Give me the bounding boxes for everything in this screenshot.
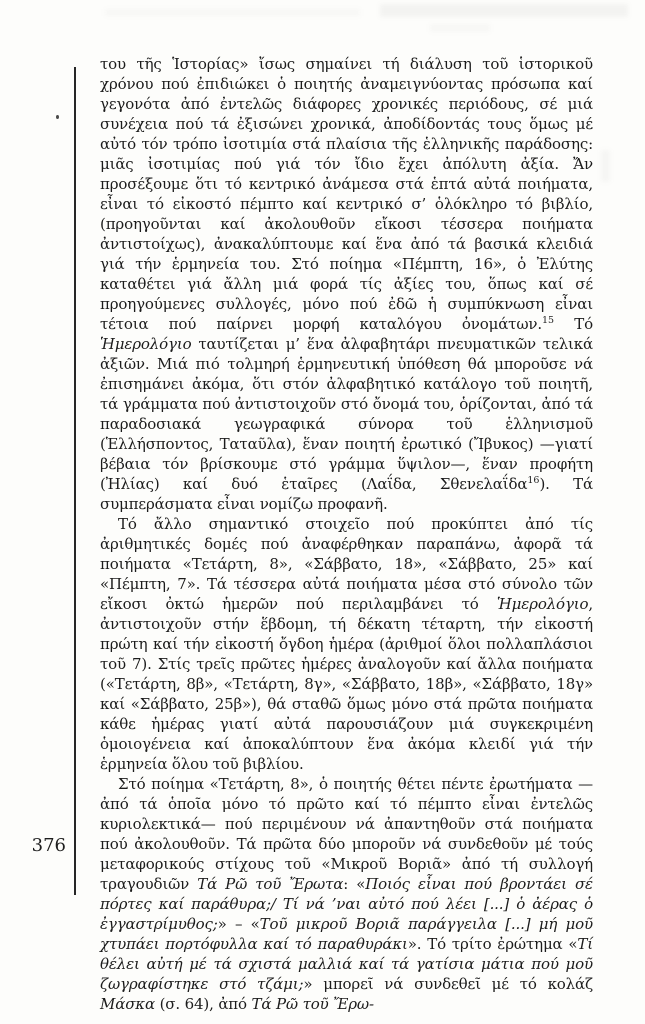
text-run: » – « — [217, 915, 260, 933]
text-run: : « — [343, 875, 366, 893]
footnote-reference: 16 — [527, 475, 540, 486]
italic-text-run: Τοῦ μικροῦ Βοριᾶ παράγγειλα [...] μή μοῦ χτυπάει πορτόφυλλα καί τό παραθυράκι — [100, 915, 593, 953]
italic-text-run: Ποιός εἶναι πού βροντάει σέ πόρτες καί παράθυρα;/ Τί νά ’ναι αὐτό πού λέει [...] ὁ ἀέρας ὁ ἐγγαστρίμυθος; — [100, 875, 593, 933]
paragraph — [100, 774, 593, 1014]
text-run: του τῆς Ἱστορίας» ἴσως σημαίνει τή διάλυση τοῦ ἱστορικοῦ χρόνου πού ἐπιδιώκει ὁ ποιητής ἀναμειγνύοντας πρόσωπα καί γεγονότα ἀπό ἐντελῶς διάφορες χρονικές περιόδους, σέ μιά συνέχεια πού τά ἐξισώνει χρονικά, ἀποδίδοντάς τους ὅμως μέ αὐτό τόν τρόπο ἰσοτιμία στά πλαίσια τῆς ἑλληνικῆς παράδοσης: μιᾶς ἰσοτιμίας πού γιά τόν ἴδιο ἔχει ἀπόλυτη ἀξία. Ἄν προσέξουμε ὅτι τό κεντρικό ἀνάμεσα στά ἑπτά αὐτά ποιήματα, εἶναι τό εἰκοστό πέμπτο καί κεντρικό σ’ ὁλόκληρο τό βιβλίο, (προηγοῦνται καί ἀκολουθοῦν εἴκοσι τέσσερα ποιήματα ἀντιστοίχως), ἀνακαλύπτουμε καί ἕνα ἀπό τά βασικά κλειδιά γιά τήν ἑρμηνεία του. Στό ποίημα «Πέμπτη, 16», ὁ Ἐλύτης καταθέτει γιά ἄλλη μιά φορά τίς ἀξίες του, ὅπως καί σέ προηγούμενες συλλογές, μόνο πού ἐδῶ ἡ συμπύκνωση εἶναι τέτοια πού παίρνει μορφή καταλόγου ὀνομάτων. — [100, 55, 593, 333]
text-run: , ἀντιστοιχοῦν στήν ἕβδομη, τή δέκατη τέταρτη, τήν εἰκοστή πρώτη καί τήν εἰκοστή ὄγδοη ἡμέρα (ἀριθμοί ὅλοι πολλαπλάσιοι τοῦ 7). Στίς τρεῖς πρῶτες ἡμέρες ἀναλογοῦν καί ἄλλα ποιήματα («Τετάρτη, 8β», «Τετάρτη, 8γ», «Σάββατο, 18β», «Σάββατο, 18γ» καί «Σάββατο, 25β»), θά σταθῶ ὅμως μόνο στά πρῶτα ποιήματα κάθε ἡμέρας γιατί αὐτά παρουσιάζουν μιά συγκεκριμένη ὁμοιογένεια καί ἀποκαλύπτουν ἕνα ἀκόμα κλειδί γιά τήν ἑρμηνεία ὅλου τοῦ βιβλίου. — [100, 595, 593, 773]
paragraph — [100, 514, 593, 774]
italic-text-run: Τά Ρῶ τοῦ Ἔρωτα — [197, 875, 344, 893]
italic-text-run: Ἡμερολόγιο — [100, 335, 192, 353]
text-block — [100, 54, 593, 1014]
italic-text-run: Μάσκα — [100, 995, 155, 1013]
italic-text-run: Τί θέλει αὐτή μέ τά σχιστά μαλλιά καί τά γατίσια μάτια πού μοῦ ζωγραφίστηκε στό τζάμι; — [100, 935, 593, 993]
scan-artifact — [380, 4, 628, 17]
text-run: Στό ποίημα «Τετάρτη, 8», ὁ ποιητής θέτει πέντε ἐρωτήματα — ἀπό τά ὁποῖα μόνο τό πρῶτο καί τό πέμπτο εἶναι ἐντελῶς κυριολεκτικά— πού περιμένουν νά ἀπαντηθοῦν στά ποιήματα πού ἀκολουθοῦν. Τά πρῶτα δύο μποροῦν νά συνδεθοῦν μέ τούς μεταφορικούς στίχους τοῦ «Μικροῦ Βοριᾶ» ἀπό τή συλλογή τραγουδιῶν — [100, 775, 593, 893]
italic-text-run: Τά Ρῶ τοῦ Ἔρω- — [251, 995, 374, 1013]
ink-speck — [56, 115, 59, 119]
text-run: ». Τό τρίτο ἐρώτημα « — [407, 935, 578, 953]
text-run: Τό — [554, 315, 593, 333]
italic-text-run: Ἡμερολόγιο — [496, 595, 589, 613]
margin-rule — [74, 67, 76, 895]
scan-artifact — [430, 24, 490, 32]
text-run: » μπορεῖ νά συνδεθεῖ μέ τό κολάζ — [303, 975, 593, 993]
paragraph — [100, 54, 593, 514]
scan-artifact — [601, 150, 610, 182]
scan-artifact — [105, 9, 360, 16]
text-run: ταυτίζεται μ’ ἕνα ἀλφαβητάρι πνευματικῶν τελικά ἀξιῶν. Μιά πιό τολμηρή ἑρμηνευτική ὑπόθεση θά μποροῦσε νά ἐπισημάνει ἀκόμα, ὅτι στόν ἀλφαβητικό κατάλογο τοῦ ποιητῆ, τά γράμματα πού ἀντιστοιχοῦν στό ὄνομά του, ὁρίζονται, ἀπό τά παραδοσιακά γεωγραφικά σύνορα τοῦ ἑλληνισμοῦ (Ἑλλήσποντος, Ταταῦλα), ἕναν ποιητή ἐρωτικό (Ἴβυκος) —γιατί βέβαια τόν βρίσκουμε στό γράμμα ὕψιλον—, ἕναν προφήτη (Ἠλίας) καί δυό ἑταῖρες (Λαΐδα, Σθενελαΐδα — [100, 335, 593, 493]
text-run: ). Τά συμπεράσματα εἶναι νομίζω προφανῆ. — [100, 475, 593, 513]
footnote-reference: 15 — [542, 315, 555, 326]
text-run: Τό ἄλλο σημαντικό στοιχεῖο πού προκύπτει ἀπό τίς ἀριθμητικές δομές πού ἀναφέρθηκαν παραπάνω, ἀφορᾶ τά ποιήματα «Τετάρτη, 8», «Σάββατο, 18», «Σάββατο, 25» καί «Πέμπτη, 7». Τά τέσσερα αὐτά ποιήματα μέσα στό σύνολο τῶν εἴκοσι ὀκτώ ἡμερῶν πού περιλαμβάνει τό — [100, 515, 593, 613]
page-number: 376 — [31, 835, 66, 856]
text-run: (σ. 64), ἀπό — [154, 995, 252, 1013]
